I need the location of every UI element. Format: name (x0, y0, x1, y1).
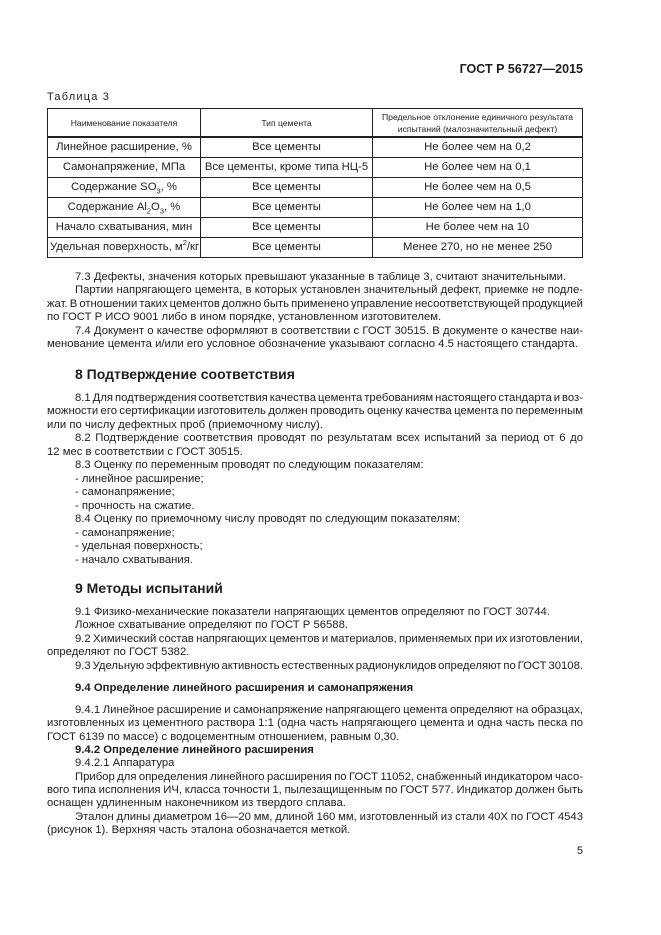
paragraph-line: определяют по ГОСТ 5382. (47, 646, 190, 658)
document-header: ГОСТ Р 56727—2015 (459, 62, 583, 76)
paragraph-line: менование цемента и/или его условное обозначение указывают согласно 4.5 настоящего стандарта. (47, 338, 578, 350)
table-cell: Линейное расширение, % (48, 137, 201, 158)
paragraph-line: оснащен удлиненным наконечником из твердого сплава. (47, 797, 346, 809)
paragraph-line: ГОСТ 6139 по массе) с водоцементным отношением, равным 0,30. (47, 731, 400, 743)
table-row (48, 218, 583, 238)
subsection-heading: 9.4.2 Определение линейного расширения (75, 744, 314, 756)
paragraph-line: жат. В отношении таких цементов должно быть применено управление несоответствующей продукцией (47, 298, 583, 310)
list-item: - линейное расширение; (75, 473, 204, 485)
paragraph-line: вого типа исполнения ИЧ, класса точности 1, пылезащищенным по ГОСТ 577. Индикатор должен быть (47, 784, 583, 796)
table-cell: Менее 270, но не менее 250 (373, 238, 583, 258)
table-row (48, 198, 583, 218)
paragraph-line: или по числу дефектных проб (приемочному числу). (47, 419, 323, 431)
paragraph-line: 8.3 Оценку по переменным проводят по следующим показателям: (75, 459, 424, 471)
table-cell: Удельная поверхность, $м^2/кг$ (48, 238, 201, 258)
column-header: Тип цемента (201, 109, 373, 138)
table-caption: Таблица 3 (47, 91, 111, 103)
table-cell: Начало схватывания, мин (48, 218, 201, 238)
list-item: - начало схватывания. (75, 554, 193, 566)
column-header: Наименование показателя (48, 109, 201, 138)
table-cell: Все цементы (201, 178, 373, 198)
paragraph-line: 9.1 Физико-механические показатели напрягающих цементов определяют по ГОСТ 30744. (75, 606, 550, 618)
paragraph-line: 8.4 Оценку по приемочному числу проводят по следующим показателям: (75, 513, 461, 525)
table-cell: Все цементы (201, 198, 373, 218)
table-cell: Не более чем на 0,2 (373, 137, 583, 158)
paragraph-line: 7.4 Документ о качестве оформляют в соответствии с ГОСТ 30515. В документе о качестве наи- (75, 325, 583, 337)
table-cell: Не более чем на 0,5 (373, 178, 583, 198)
paragraph-line: 7.3 Дефекты, значения которых превышают указанные в таблице 3, считают значительными. (75, 271, 567, 283)
list-item: - самонапряжение; (75, 486, 175, 498)
column-header: Предельное отклонение единичного результата испытаний (малозначительный дефект) (373, 109, 583, 138)
list-item: - самонапряжение; (75, 527, 175, 539)
table-cell: Не более чем на 10 (373, 218, 583, 238)
paragraph-line: Партии напрягающего цемента, в которых установлен значительный дефект, приемке не подле- (75, 284, 583, 296)
section-heading: 8 Подтверждение соответствия (75, 366, 295, 382)
table-row (48, 238, 583, 258)
paragraph-line: Эталон длины диаметром 16—20 мм, длиной 160 мм, изготовленный из стали 40Х по ГОСТ 4543 (75, 811, 583, 823)
paragraph-line: 9.4.1 Линейное расширение и самонапряжение напрягающего цемента определяют на образцах, (75, 704, 583, 716)
table-cell: Содержание $SO_3$, % (48, 178, 201, 198)
table-header-row (48, 109, 583, 138)
paragraph-line: Прибор для определения линейного расширения по ГОСТ 11052, снабженный индикатором часо- (75, 771, 583, 783)
table-row (48, 178, 583, 198)
paragraph-line: 8.2 Подтверждение соответствия проводят по результатам всех испытаний за период от 6 до (75, 432, 583, 444)
paragraph-line: 9.4.2.1 Аппаратура (75, 757, 175, 769)
paragraph-line: 9.3 Удельную эффективную активность естественных радионуклидов определяют по ГОСТ 30108. (75, 660, 583, 672)
table-cell: Все цементы (201, 137, 373, 158)
table-row (48, 158, 583, 178)
table-cell: Не более чем на 0,1 (373, 158, 583, 178)
table-cell: Самонапряжение, МПа (48, 158, 201, 178)
paragraph-line: 8.1 Для подтверждения соответствия качества цемента требованиям настоящего стандарта и воз- (75, 392, 583, 404)
table-row (48, 137, 583, 158)
subsection-heading: 9.4 Определение линейного расширения и самонапряжения (75, 682, 414, 694)
table-cell: Все цементы (201, 218, 373, 238)
paragraph-line: 9.2 Химический состав напрягающих цементов и материалов, применяемых при их изготовлении, (75, 633, 583, 645)
paragraph-line: (рисунок 1). Верхняя часть эталона обозначается меткой. (47, 824, 351, 836)
table-cell: Все цементы (201, 238, 373, 258)
page-number: 5 (576, 845, 583, 857)
paragraph-line: Ложное схватывание определяют по ГОСТ Р 56588. (75, 619, 349, 631)
table-cell: Содержание $Al_2O_3$, % (48, 198, 201, 218)
table-cell: Все цементы, кроме типа НЦ-5 (201, 158, 373, 178)
section-heading: 9 Методы испытаний (75, 580, 223, 596)
paragraph-line: 12 мес в соответствии с ГОСТ 30515. (47, 446, 243, 458)
list-item: - удельная поверхность; (75, 540, 203, 552)
list-item: - прочность на сжатие. (75, 500, 195, 512)
paragraph-line: по ГОСТ Р ИСО 9001 либо в ином порядке, установленном изготовителем. (47, 311, 442, 323)
paragraph-line: изготовленных из цементного раствора 1:1 (одна часть напрягающего цемента и одна часть песка по (47, 717, 583, 729)
table-cell: Не более чем на 1,0 (373, 198, 583, 218)
table-3 (47, 108, 583, 258)
paragraph-line: можности его сертификации изготовитель должен проводить оценку качества цемента по переменным (47, 405, 583, 417)
